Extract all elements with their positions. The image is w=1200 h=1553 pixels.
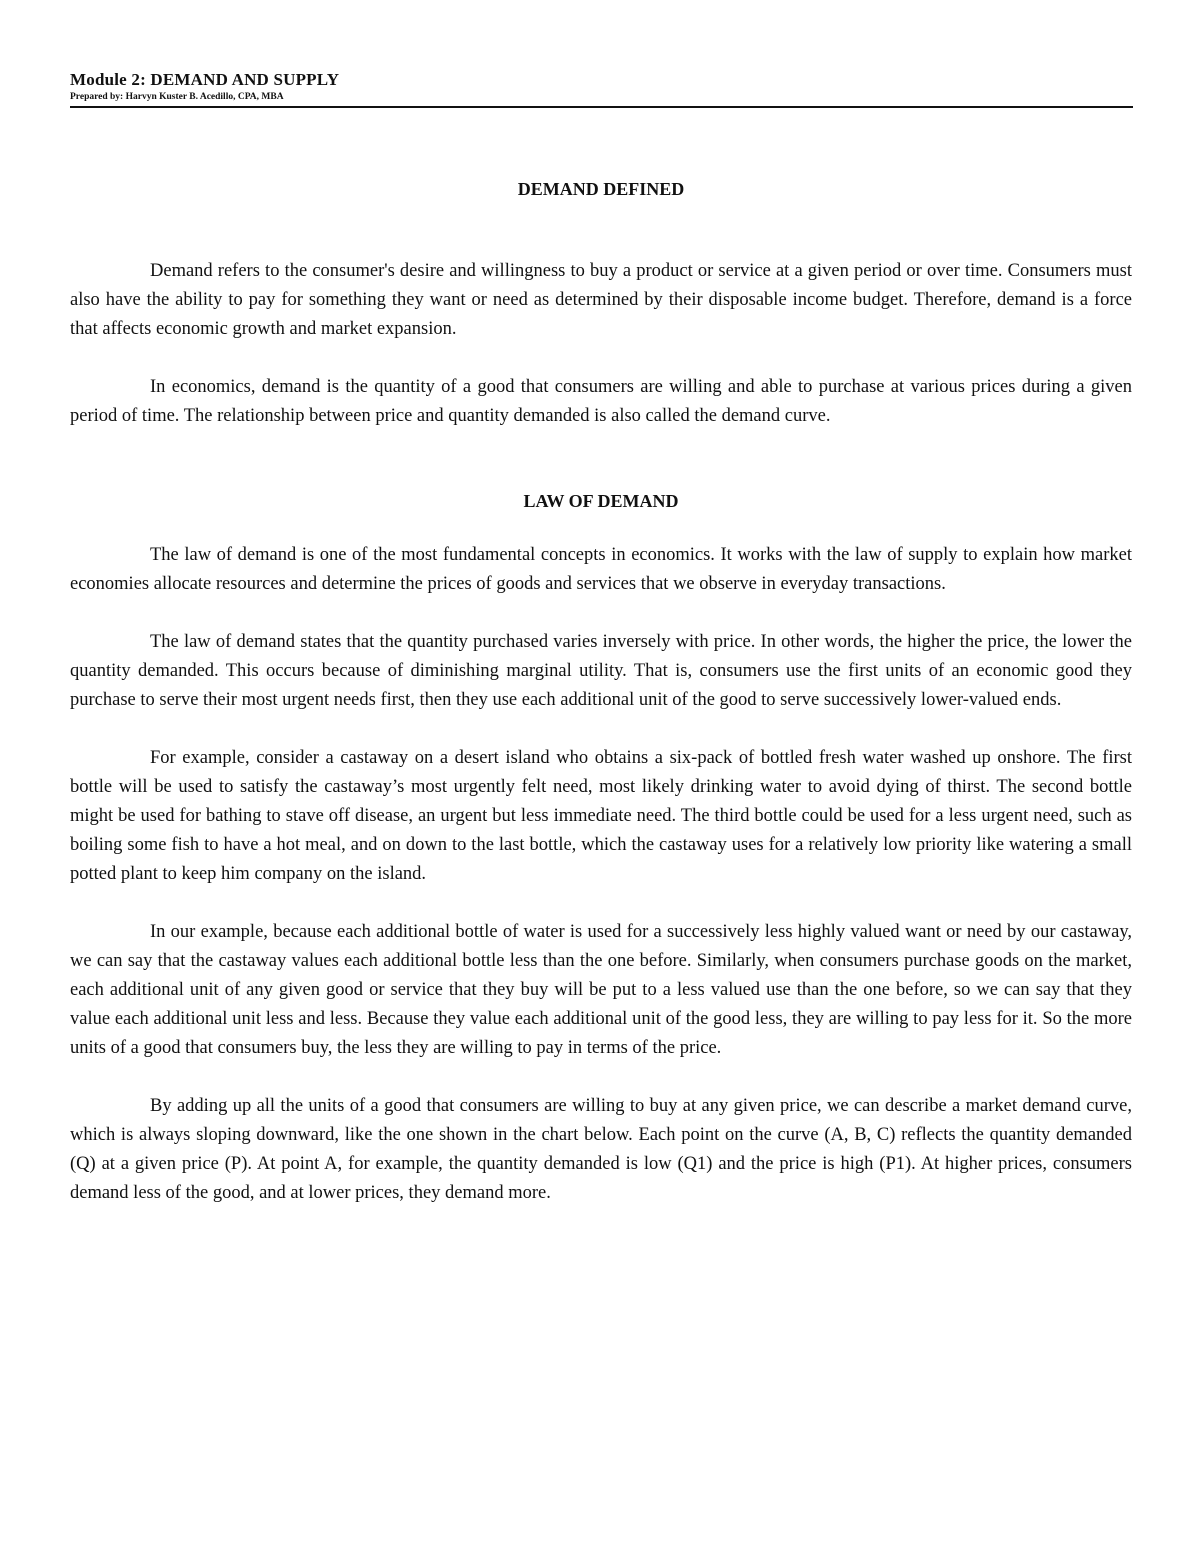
section-title-demand-defined: DEMAND DEFINED <box>517 179 685 199</box>
paragraph: In economics, demand is the quantity of a good that consumers are willing and able to purchase at various prices during a given period of time. The relationship between price and quantity demanded is also called the demand curve. <box>70 377 1132 426</box>
paragraph: The law of demand is one of the most fundamental concepts in economics. It works with the law of supply to explain how market economies allocate resources and determine the prices of goods and services that we observe in everyday transactions. <box>70 545 1132 594</box>
header-divider <box>70 106 1133 108</box>
paragraph: For example, consider a castaway on a desert island who obtains a six-pack of bottled fresh water washed up onshore. The first bottle will be used to satisfy the castaway’s most urgently felt need, most likely drinking water to avoid dying of thirst. The second bottle might be used for bathing to stave off disease, an urgent but less immediate need. The third bottle could be used for a less urgent need, such as boiling some fish to have a hot meal, and on down to the last bottle, which the castaway uses for a relatively low priority like watering a small potted plant to keep him company on the island. <box>70 748 1132 884</box>
paragraph: In our example, because each additional bottle of water is used for a successively less highly valued want or need by our castaway, we can say that the castaway values each additional bottle less than the one before. Similarly, when consumers purchase goods on the market, each additional unit of any given good or service that they buy will be put to a less valued use than the one before, so we can say that they value each additional unit less and less. Because they value each additional unit of the good less, they are willing to pay less for it. So the more units of a good that consumers buy, the less they are willing to pay in terms of the price. <box>70 922 1132 1058</box>
module-title: Module 2: DEMAND AND SUPPLY <box>70 70 340 89</box>
paragraph: The law of demand states that the quantity purchased varies inversely with price. In other words, the higher the price, the lower the quantity demanded. This occurs because of diminishing marginal utility. That is, consumers use the first units of an economic good they purchase to serve their most urgent needs first, then they use each additional unit of the good to serve successively lower-valued ends. <box>70 632 1132 710</box>
document-body <box>70 176 1132 1208</box>
paragraph: By adding up all the units of a good that consumers are willing to buy at any given price, we can describe a market demand curve, which is always sloping downward, like the one shown in the chart below. Each point on the curve (A, B, C) reflects the quantity demanded (Q) at a given price (P). At point A, for example, the quantity demanded is low (Q1) and the price is high (P1). At higher prices, consumers demand less of the good, and at lower prices, they demand more. <box>70 1096 1132 1203</box>
prepared-by: Prepared by: Harvyn Kuster B. Acedillo, CPA, MBA <box>70 92 284 102</box>
page-header <box>70 70 1133 103</box>
paragraph: Demand refers to the consumer's desire and willingness to buy a product or service at a given period or over time. Consumers must also have the ability to pay for something they want or need as determined by their disposable income budget. Therefore, demand is a force that affects economic growth and market expansion. <box>70 261 1132 339</box>
section-title-law-of-demand: LAW OF DEMAND <box>523 491 679 511</box>
